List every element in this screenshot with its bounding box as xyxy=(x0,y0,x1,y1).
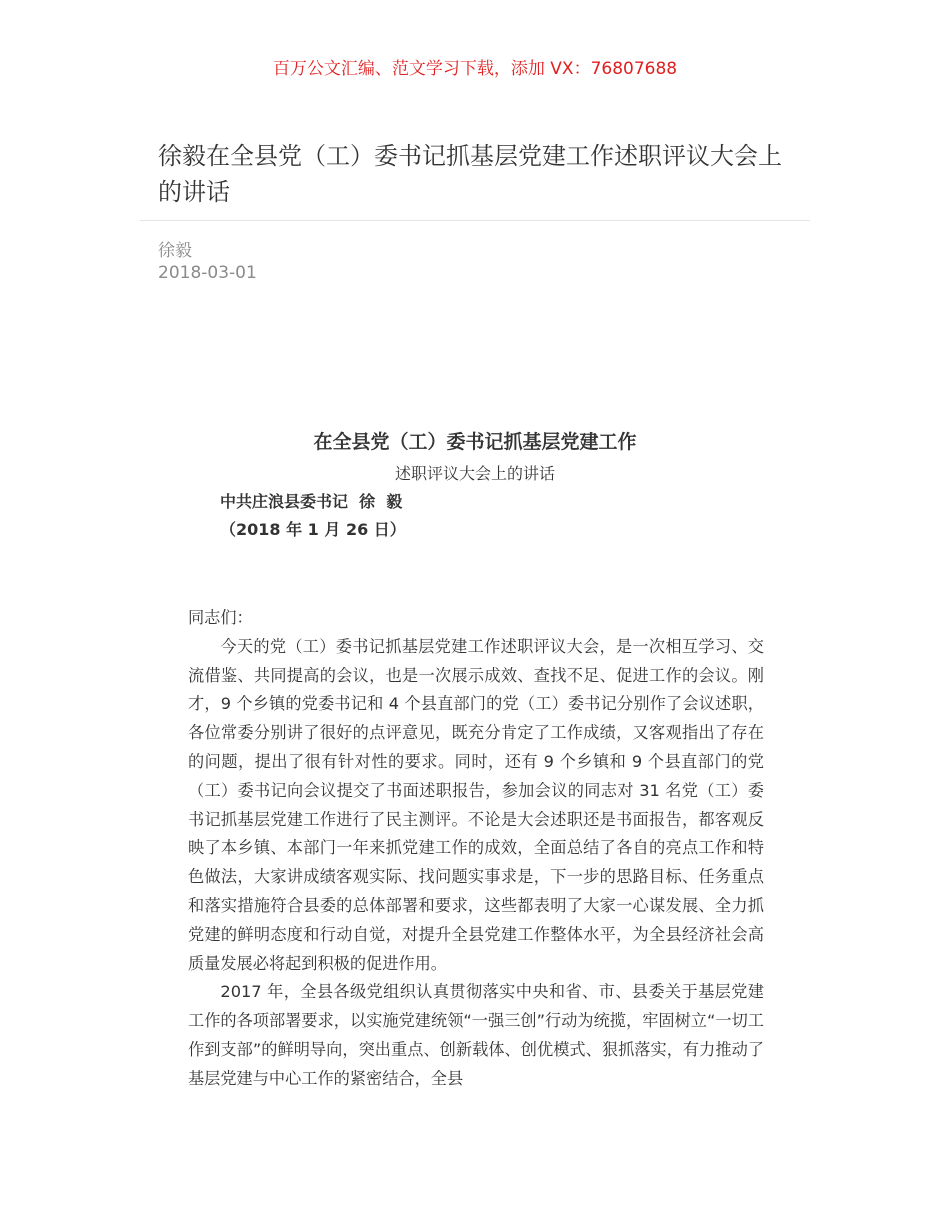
speech-body xyxy=(188,604,764,1094)
speech-subtitle: 述职评议大会上的讲话 xyxy=(394,464,555,483)
speech-speaker: 中共庄浪县委书记 徐 毅 xyxy=(220,492,403,511)
speech-title: 在全县党（工）委书记抓基层党建工作 xyxy=(313,431,637,453)
paragraph: 今天的党（工）委书记抓基层党建工作述职评议大会，是一次相互学习、交流借鉴、共同提高的会议，也是一次展示成效、查找不足、促进工作的会议。刚才，9 个乡镇的党委书记和 4 个县直部门的党（工）委书记分别作了会议述职，各位常委分别讲了很好的点评意见，既充分肯定了工作成绩，又客观指出了存在的问题，提出了很有针对性的要求。同时，还有 9 个乡镇和 9 个县直部门的党（工）委书记向会议提交了书面述职报告，参加会议的同志对 31 名党（工）委书记抓基层党建工作进行了民主测评。不论是大会述职还是书面报告，都客观反映了本乡镇、本部门一年来抓党建工作的成效，全面总结了各自的亮点工作和特色做法，大家讲成绩客观实际、找问题实事求是，下一步的思路目标、任务重点和落实措施符合县委的总体部署和要求，这些都表明了大家一心谋发展、全力抓党建的鲜明态度和行动自觉，对提升全县党建工作整体水平，为全县经济社会高质量发展必将起到积极的促进作用。 xyxy=(188,636,764,973)
promo-banner: 百万公文汇编、范文学习下载，添加 VX：76807688 xyxy=(272,59,678,79)
article-author: 徐毅 xyxy=(158,241,192,261)
greeting: 同志们： xyxy=(188,608,253,627)
title-divider xyxy=(140,220,810,221)
article-title: 徐毅在全县党（工）委书记抓基层党建工作述职评议大会上的讲话 xyxy=(158,142,782,206)
paragraph: 2017 年，全县各级党组织认真贯彻落实中央和省、市、县委关于基层党建工作的各项部署要求，以实施党建统领“一强三创”行动为统揽，牢固树立“一切工作到支部”的鲜明导向，突出重点、创新载体、创优模式、狠抓落实，有力推动了基层党建与中心工作的紧密结合，全县 xyxy=(188,982,764,1088)
article-date: 2018-03-01 xyxy=(158,263,257,283)
speech-date: （2018 年 1 月 26 日） xyxy=(220,520,406,539)
